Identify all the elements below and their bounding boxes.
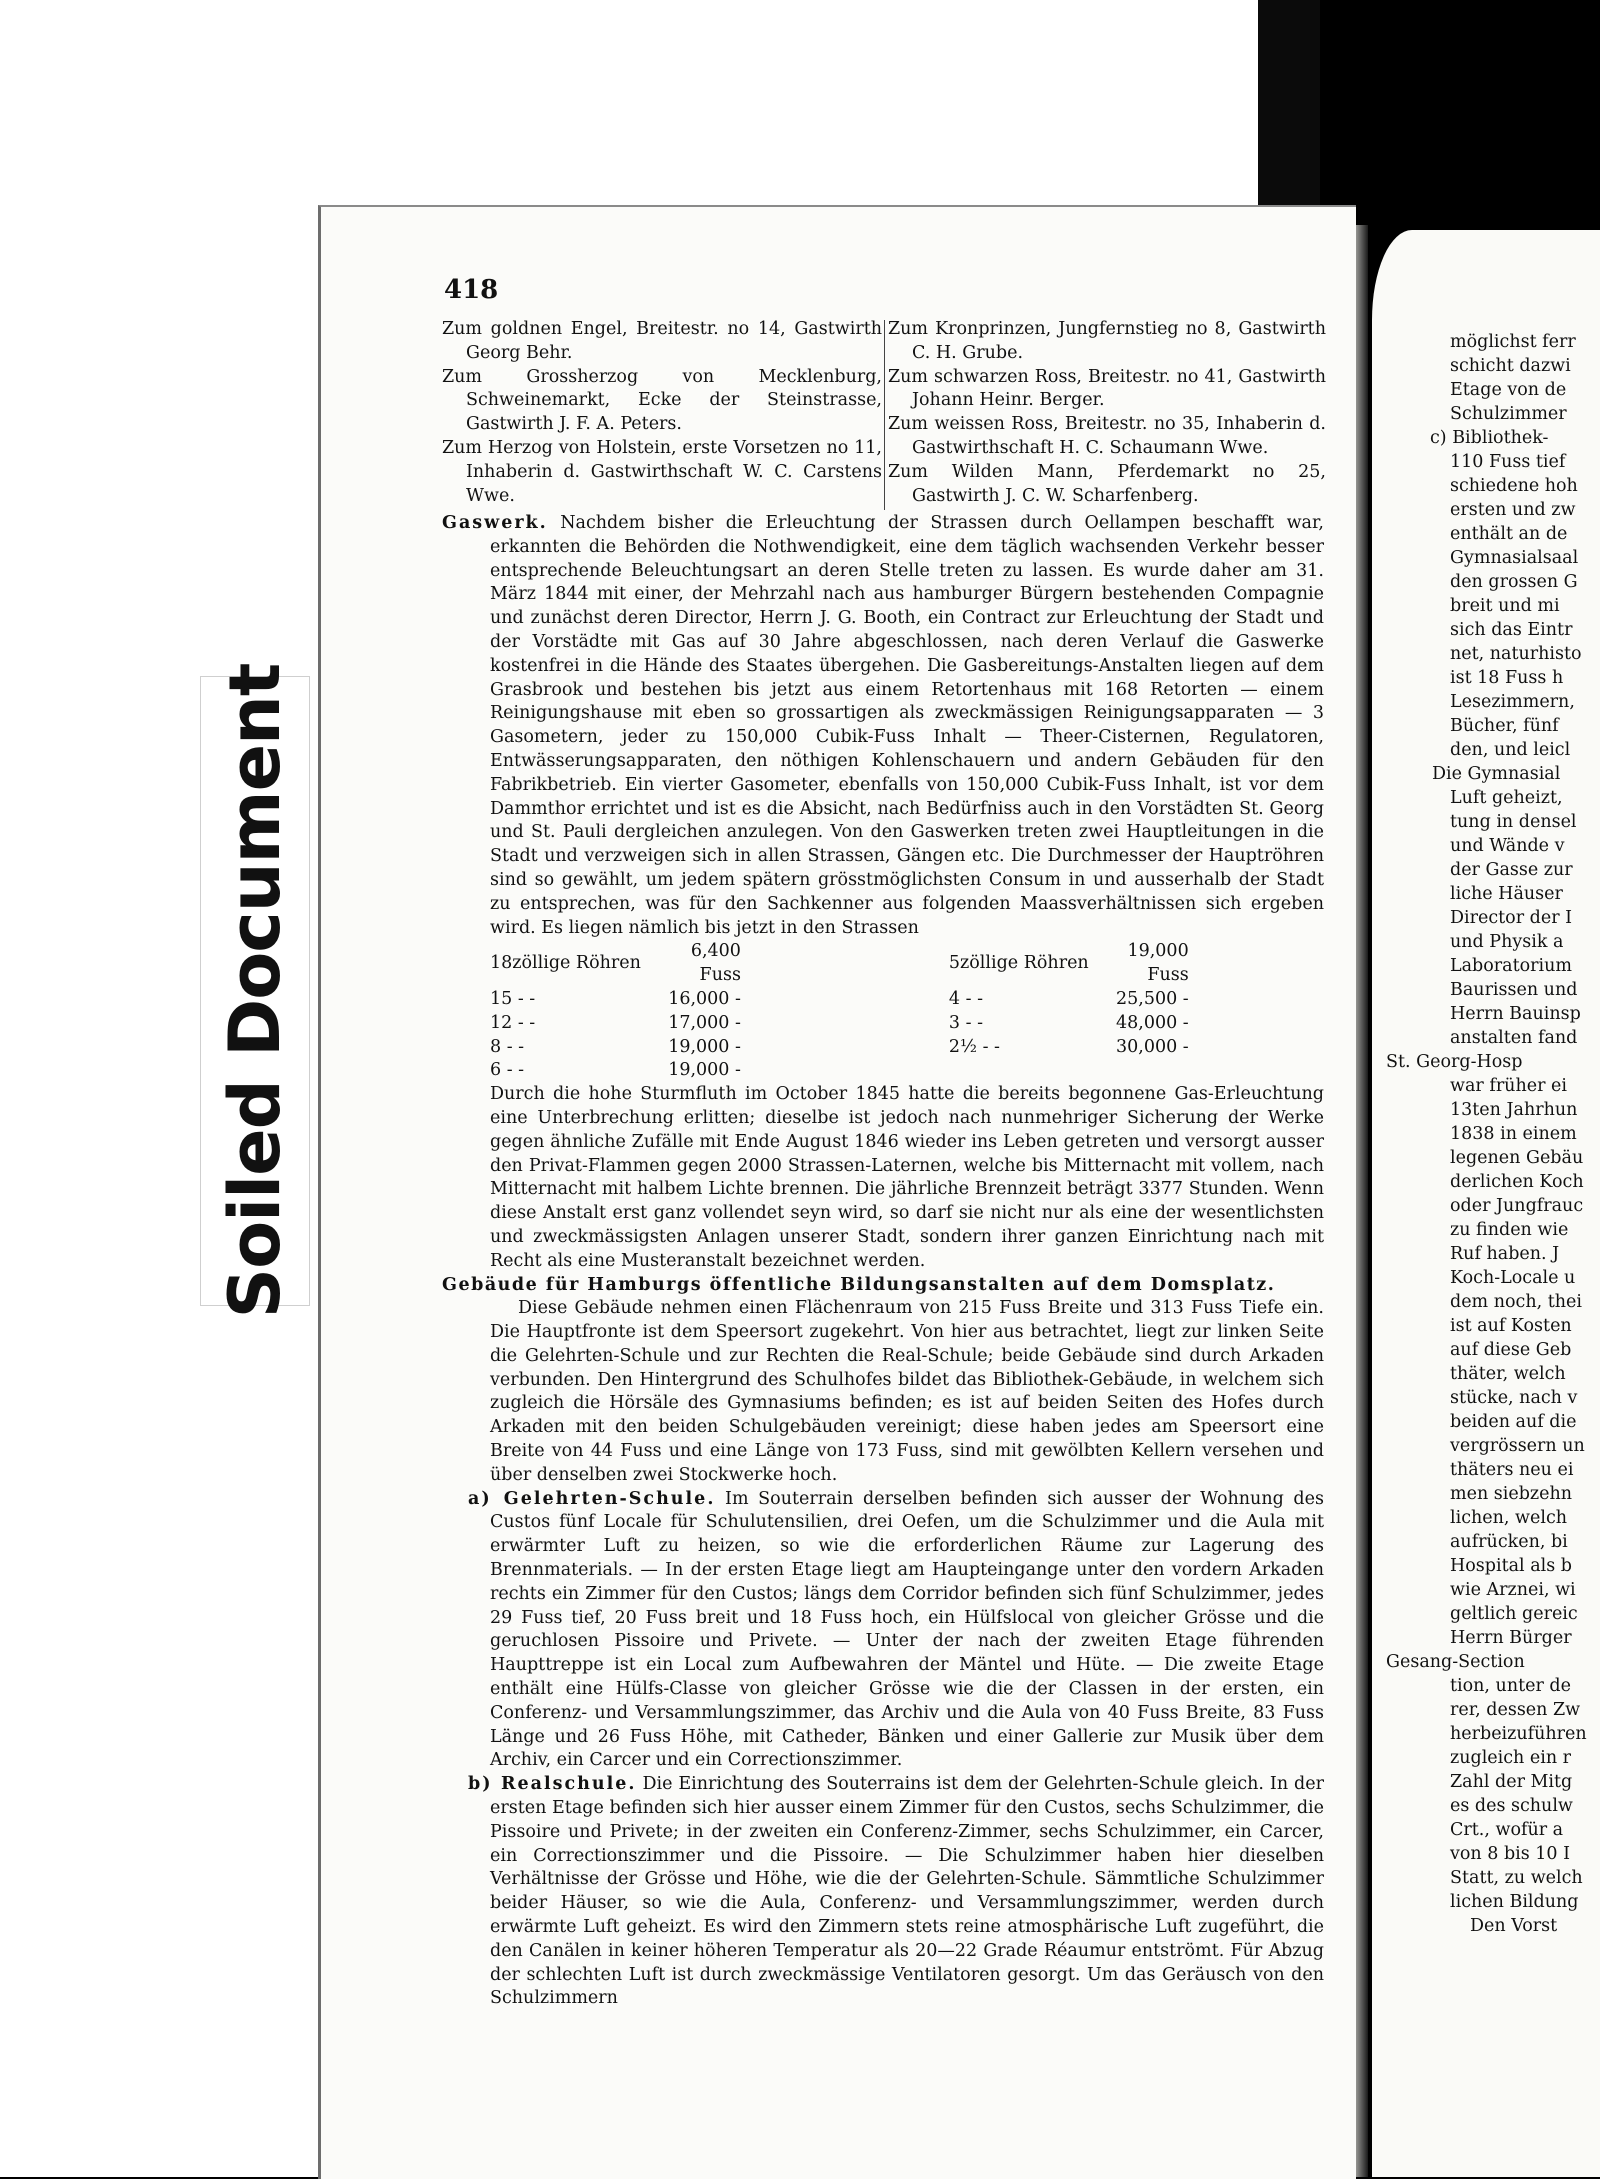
right-page-text [1386,330,1600,1938]
right-line: schicht dazwi [1450,356,1571,376]
right-line: Director der I [1450,908,1573,928]
right-line: ist auf Kosten [1450,1316,1572,1336]
right-line: von 8 bis 10 I [1450,1844,1571,1864]
gaswerk-paragraph [442,512,1324,940]
pipe-size: 4 - - [948,988,984,1009]
right-line: rer, dessen Zw [1450,1700,1581,1720]
inn-entry: Zum Grossherzog von Mecklenburg, Schweinemarkt, Ecke der Steinstrasse, Gastwirth J. F. A. Peters. [442,366,882,435]
pipe-size: 18zöllige Röhren [490,953,641,974]
right-line: 1838 in einem [1450,1124,1577,1144]
right-line: Herrn Bürger [1450,1628,1572,1648]
right-line: Statt, zu welch [1450,1868,1583,1888]
right-line: Baurissen und [1450,980,1578,1000]
column-rule [884,320,885,510]
right-line: ist 18 Fuss h [1450,668,1564,688]
right-line: tion, unter de [1450,1676,1571,1696]
gaswerk-heading: Gaswerk. [442,513,548,533]
gelehrten-heading: a) Gelehrten-Schule. [468,1488,716,1509]
right-line: der Gasse zur [1450,860,1573,880]
right-line: geltlich gereic [1450,1604,1578,1624]
right-line: thäters neu ei [1450,1460,1574,1480]
right-line: und Wände v [1450,836,1565,856]
pipe-table [490,940,1207,1083]
right-line: ersten und zw [1450,500,1576,520]
gelehrten-paragraph [442,1488,1324,1774]
right-line: beiden auf die [1450,1412,1577,1432]
right-line: herbeizuführen [1450,1724,1587,1744]
table-row [490,1036,1207,1060]
pipe-size: 15 - - [490,988,536,1009]
right-line: stücke, nach v [1450,1388,1578,1408]
right-line: c) Bibliothek- [1430,428,1549,448]
gaswerk-text: Nachdem bisher die Erleuchtung der Strassen durch Oellampen beschafft war, erkannten die Behörden die Nothwendigkeit, eine dem täglich wachsenden Verkehr besser entsprechende Beleuchtungsart an deren Stelle treten zu lassen. Es wurde daher am 31. März 1844 mit einer, der Mehrzahl nach aus hamburger Bürgern bestehenden Compagnie und zunächst deren Director, Herrn J. G. Booth, ein Contract zur Erleuchtung der Stadt und der Vorstädte mit Gas auf 30 Jahre abgeschlossen, nach deren Verlauf die Gaswerke kostenfrei in die Hände des Staates übergehen. Die Gasbereitungs-Anstalten liegen auf dem Grasbrook und bestehen bis jetzt aus einem Retortenhaus mit 168 Retorten — einem Reinigungshause mit eben so grossartigen als zweckmässigen Reinigungsapparaten — 3 Gasometern, jeder zu 150,000 Cubik-Fuss Inhalt — Theer-Cisternen, Regulatoren, Entwässerungsapparaten, den nöthigen Kohlenschauern und andern Gebäuden für den Fabrikbetrieb. Ein vierter Gasometer, ebenfalls von 150,000 Cubik-Fuss Inhalt, ist vor dem Dammthor errichtet und ist es die Absicht, nach Bedürfniss auch in den Vorstädten St. Georg und St. Pauli dergleichen anzulegen. Von den Gaswerken treten zwei Hauptleitungen in die Stadt und verzweigen sich in allen Strassen, Gängen etc. Die Durchmesser der Hauptröhren sind so gewählt, um jedem spätern grösstmöglichsten Consum in und ausserhalb der Stadt zu entsprechen, was für den Sachkenner aus folgenden Maassverhältnissen sich ergeben wird. Es liegen nämlich bis jetzt in den Strassen [490,513,1324,938]
pipe-size: 3 - - [948,1012,984,1033]
pipe-length: 48,000 - [1115,1012,1189,1033]
right-line: möglichst ferr [1450,332,1576,352]
main-text [442,512,1324,2011]
scan-edge-strip [1258,0,1320,235]
pipe-size: 5zöllige Röhren [948,953,1089,974]
right-line: lichen, welch [1450,1508,1568,1528]
right-line: schiedene hoh [1450,476,1578,496]
inn-entry: Zum Wilden Mann, Pferdemarkt no 25, Gastwirth J. C. W. Scharfenberg. [888,461,1326,506]
pipe-length: 19,000 Fuss [1127,941,1189,986]
right-line: Bücher, fünf [1450,716,1559,736]
stamp-label: Soiled Document [214,663,296,1319]
right-line: wie Arznei, wi [1450,1580,1576,1600]
right-line: 13ten Jahrhun [1450,1100,1578,1120]
right-line: derlichen Koch [1450,1172,1584,1192]
pipe-size: 12 - - [490,1012,536,1033]
right-line: enthält an de [1450,524,1568,544]
page-number: 418 [444,275,499,305]
right-line: den grossen G [1450,572,1578,592]
inn-entry: Zum schwarzen Ross, Breitestr. no 41, Gastwirth Johann Heinr. Berger. [888,366,1326,411]
right-line: thäter, welch [1450,1364,1566,1384]
right-line: zu finden wie [1450,1220,1569,1240]
pipe-length [1099,1059,1207,1083]
right-line: vergrössern un [1450,1436,1585,1456]
pipe-length: 19,000 - [668,1036,741,1057]
right-line: tung in densel [1450,812,1577,832]
pipe-size: 6 - - [490,1060,525,1081]
pipe-length: 30,000 - [1115,1036,1189,1057]
pipe-size: 8 - - [490,1036,525,1057]
right-line: men siebzehn [1450,1484,1573,1504]
pipe-size [949,1059,1099,1083]
inn-entry: Zum Herzog von Holstein, erste Vorsetzen no 11, Inhaberin d. Gastwirthschaft W. C. Carstens Wwe. [442,437,882,506]
right-line: 110 Fuss tief [1450,452,1566,472]
inn-list-right [888,318,1326,508]
realschule-heading: b) Realschule. [468,1774,637,1795]
right-line: anstalten fand [1450,1028,1578,1048]
right-line: Laboratorium [1450,956,1572,976]
right-line: den, und leicl [1450,740,1571,760]
pipe-length: 17,000 - [668,1012,741,1033]
right-line: Gymnasialsaal [1450,548,1579,568]
right-line: Etage von de [1450,380,1567,400]
right-line: breit und mi [1450,596,1560,616]
pipe-length: 16,000 - [668,988,741,1009]
right-line: oder Jungfrauc [1450,1196,1584,1216]
soiled-document-stamp [200,663,310,1319]
right-line: St. Georg-Hosp [1386,1052,1523,1072]
inn-entry: Zum weissen Ross, Breitestr. no 35, Inhaberin d. Gastwirthschaft H. C. Schaumann Wwe. [888,414,1326,458]
realschule-paragraph [442,1773,1324,2011]
right-line: Hospital als b [1450,1556,1572,1576]
right-line: Lesezimmern, [1450,692,1575,712]
sturmfluth-paragraph: Durch die hohe Sturmfluth im October 1845 hatte die bereits begonnene Gas-Erleuchtung eine Unterbrechung erlitten; dieselbe ist jedoch nach nunmehriger Sicherung der Werke gegen ähnliche Zufälle mit Ende August 1846 wieder ins Leben getreten und versorgt ausser den Privat-Flammen gegen 2000 Strassen-Laternen, welche bis Mitternacht mit vollem, nach Mitternacht mit halbem Lichte brennen. Die jährliche Brennzeit beträgt 3377 Stunden. Wenn diese Anstalt erst ganz vollendet seyn wird, so darf sie nicht nur als eine der wesentlichsten und zweckmässigsten Anlagen unserer Stadt, sondern ihrer ganzen Einrichtung nach mit Recht als eine Musteranstalt bezeichnet werden. [490,1084,1324,1271]
right-line: liche Häuser [1450,884,1563,904]
right-line: Zahl der Mitg [1450,1772,1573,1792]
table-row [490,1012,1207,1036]
right-line: zugleich ein r [1450,1748,1572,1768]
right-line: Koch-Locale u [1450,1268,1576,1288]
gelehrten-text: Im Souterrain derselben befinden sich ausser der Wohnung des Custos fünf Locale für Schulutensilien, drei Oefen, um die Schulzimmer und die Aula mit erwärmter Luft zu heizen, so wie die erforderlichen Räume zur Lagerung des Brennmaterials. — In der ersten Etage liegt am Haupteingange unter den vordern Arkaden rechts ein Zimmer für den Custos; längs dem Corridor befinden sich fünf Schulzimmer, jedes 29 Fuss tief, 20 Fuss breit und 18 Fuss hoch, ein Hülfslocal von gleicher Grösse und die geruchlosen Pissoire und Privete. — Unter der nach der zweiten Etage führenden Haupttreppe ist ein Local zum Aufbewahren der Mäntel und Hüte. — Die zweite Etage enthält eine Hülfs-Classe von gleicher Grösse wie die der Classen in der ersten, ein Conferenz- und Versammlungszimmer, das Archiv und die Aula von 40 Fuss Breite, 83 Fuss Länge und 26 Fuss Höhe, mit Catheder, Bänken und einer Gallerie zur Musik über dem Archiv, ein Carcer und ein Correctionszimmer. [490,1488,1324,1771]
right-line: Luft geheizt, [1450,788,1563,808]
right-line: Herrn Bauinsp [1450,1004,1581,1024]
gebaeude-heading: Gebäude für Hamburgs öffentliche Bildungsanstalten auf dem Domsplatz. [442,1274,1276,1295]
right-line: net, naturhisto [1450,644,1582,664]
right-line: und Physik a [1450,932,1564,952]
realschule-text: Die Einrichtung des Souterrains ist dem der Gelehrten-Schule gleich. In der ersten Etage befinden sich hier ausser einem Zimmer für den Custos, sechs Schulzimmer, die Pissoire und Privete; in der zweiten ein Conferenz-Zimmer, sechs Schulzimmer, ein Carcer, ein Correctionszimmer und die Pissoire. — Die Schulzimmer haben hier dieselben Verhältnisse der Grösse und Höhe, wie die der Gelehrten-Schule. Sämmtliche Schulzimmer beider Häuser, so wie die Aula, Conferenz- und Versammlungszimmer, werden durch erwärmte Luft geheizt. Es wird den Zimmern stets reine atmosphärische Luft zugeführt, die den Canälen in keiner höheren Temperatur als 20—22 Grade Réaumur entströmt. Für Abzug der schlechten Luft ist durch zweckmässige Ventilatoren gesorgt. Um das Geräusch von den Schulzimmern [490,1774,1324,2009]
inn-entry: Zum Kronprinzen, Jungfernstieg no 8, Gastwirth C. H. Grube. [888,319,1326,363]
right-line: Den Vorst [1470,1916,1558,1936]
right-line: Schulzimmer [1450,404,1567,424]
right-line: auf diese Geb [1450,1340,1572,1360]
pipe-size: 2½ - - [948,1036,1000,1057]
inn-list-left [442,318,882,508]
right-line: Crt., wofür a [1450,1820,1564,1840]
right-line: Die Gymnasial [1432,764,1561,784]
right-line: lichen Bildung [1450,1892,1579,1912]
right-line: Gesang-Section [1386,1652,1525,1672]
pipe-length: 25,500 - [1115,988,1189,1009]
pipe-length: 6,400 Fuss [690,941,741,986]
pipe-length: 19,000 - [668,1060,741,1081]
table-row [490,1059,1207,1083]
right-line: dem noch, thei [1450,1292,1582,1312]
right-line: aufrücken, bi [1450,1532,1568,1552]
right-line: sich das Eintr [1450,620,1573,640]
right-line: es des schulw [1450,1796,1573,1816]
right-line: Ruf haben. J [1450,1244,1560,1264]
right-line: war früher ei [1450,1076,1567,1096]
table-row [490,940,1207,988]
table-row [490,988,1207,1012]
right-line: legenen Gebäu [1450,1148,1584,1168]
gebaeude-paragraph: Diese Gebäude nehmen einen Flächenraum von 215 Fuss Breite und 313 Fuss Tiefe ein. Die Hauptfronte ist dem Speersort zugekehrt. Von hier aus betrachtet, liegt zur linken Seite die Gelehrten-Schule und zur Rechten die Real-Schule; beide Gebäude sind durch Arkaden verbunden. Den Hintergrund des Schulhofes bildet das Bibliothek-Gebäude, in welchem sich zugleich die Hörsäle des Gymnasiums befinden; es ist auf beiden Seiten des Hofes durch Arkaden mit den beiden Schulgebäuden vereinigt; diese haben jedes am Speersort eine Breite von 44 Fuss und eine Länge von 173 Fuss, sind mit gewölbten Kellern versehen und über denselben zwei Stockwerke hoch. [490,1298,1324,1485]
inn-entry: Zum goldnen Engel, Breitestr. no 14, Gastwirth Georg Behr. [442,319,882,363]
